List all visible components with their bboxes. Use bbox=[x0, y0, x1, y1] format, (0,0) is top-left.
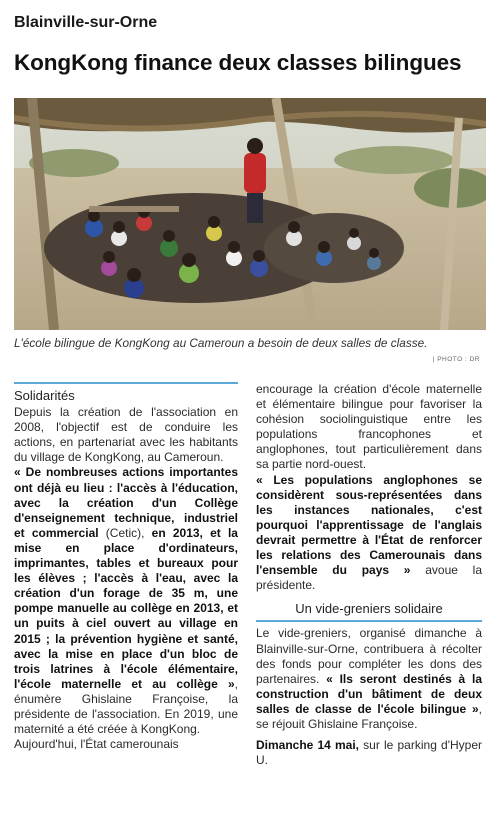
body-text: Le vide-greniers, organisé dimanche à Blainville-sur-Orne, contribuera à récolter des fonds pour compléter les dons des partenaires. bbox=[256, 626, 482, 686]
section-rule bbox=[14, 382, 238, 384]
article-photo bbox=[14, 98, 486, 330]
article-headline: KongKong finance deux classes bilingues bbox=[14, 50, 462, 75]
quote-paragraph bbox=[256, 473, 482, 594]
article-column-left bbox=[14, 382, 238, 752]
section-title-solidarites: Solidarités bbox=[14, 388, 75, 403]
paragraph bbox=[256, 626, 482, 732]
paragraph-continuation: encourage la création d'école maternelle et élémentaire bilingue pour favoriser la cohésion sociolinguistique entre les populations francophones et anglophones, tout particulièrement dans sa partie nord-ouest. bbox=[256, 382, 482, 472]
body-text: , énumère Ghislaine Françoise, la présidente de l'association. En 2019, une maternité a été créée à KongKong. bbox=[14, 676, 238, 737]
paragraph-continued: Aujourd'hui, l'État camerounais bbox=[14, 737, 179, 752]
section-rule bbox=[256, 620, 482, 622]
quote-text: « Ils seront destinés à la construction d'un bâtiment de deux salles de classe de l'école bilingue » bbox=[256, 671, 483, 716]
photo-credit: | PHOTO : DR bbox=[432, 356, 480, 363]
quote-text: « De nombreuses actions importantes ont déjà eu lieu : l'accès à l'éducation, avec la création d'un Collège d'enseignement technique, industriel et commercial bbox=[14, 465, 238, 540]
quote-paragraph bbox=[14, 465, 238, 737]
photo-caption: L'école bilingue de KongKong au Cameroun a besoin de deux salles de classe. bbox=[14, 336, 428, 350]
body-text: avoue la présidente. bbox=[256, 563, 483, 593]
event-paragraph bbox=[256, 738, 482, 768]
event-date: Dimanche 14 mai, bbox=[256, 738, 360, 753]
locality-heading: Blainville-sur-Orne bbox=[14, 14, 158, 31]
body-text: (Cetic), bbox=[98, 525, 152, 540]
paragraph: Depuis la création de l'association en 2008, l'objectif est de conduire les actions, en partenariat avec les habitants du village de KongKong, au Cameroun. bbox=[14, 405, 238, 465]
event-location: sur le parking d'Hyper U. bbox=[256, 738, 482, 768]
body-text: , se réjouit Ghislaine Françoise. bbox=[256, 701, 482, 731]
section-title-vide-greniers: Un vide-greniers solidaire bbox=[295, 601, 443, 617]
classroom-photo-illustration bbox=[14, 98, 486, 330]
quote-text: en 2013, et la mise en place d'ordinateurs, imprimantes, tables et bureaux pour les élèves ; l'accès à l'eau, avec la création d'un forage de 35 m, une pompe manuelle au collège en 2013, et un puits à ciel ouvert au village en 2015 ; la prévention hygiène et santé, avec la mise en place d'un bloc de trois latrines à l'école élémentaire, l'école maternelle et au collège » bbox=[14, 525, 238, 691]
article-column-right bbox=[256, 382, 482, 768]
quote-text: « Les populations anglophones se considèrent sous-représentées dans les instances nationales, c'est pourquoi l'apprentissage de l'anglais devrait permettre à l'État de renforcer les relations des Camerounais dans l'ensemble du pays » bbox=[256, 472, 482, 578]
